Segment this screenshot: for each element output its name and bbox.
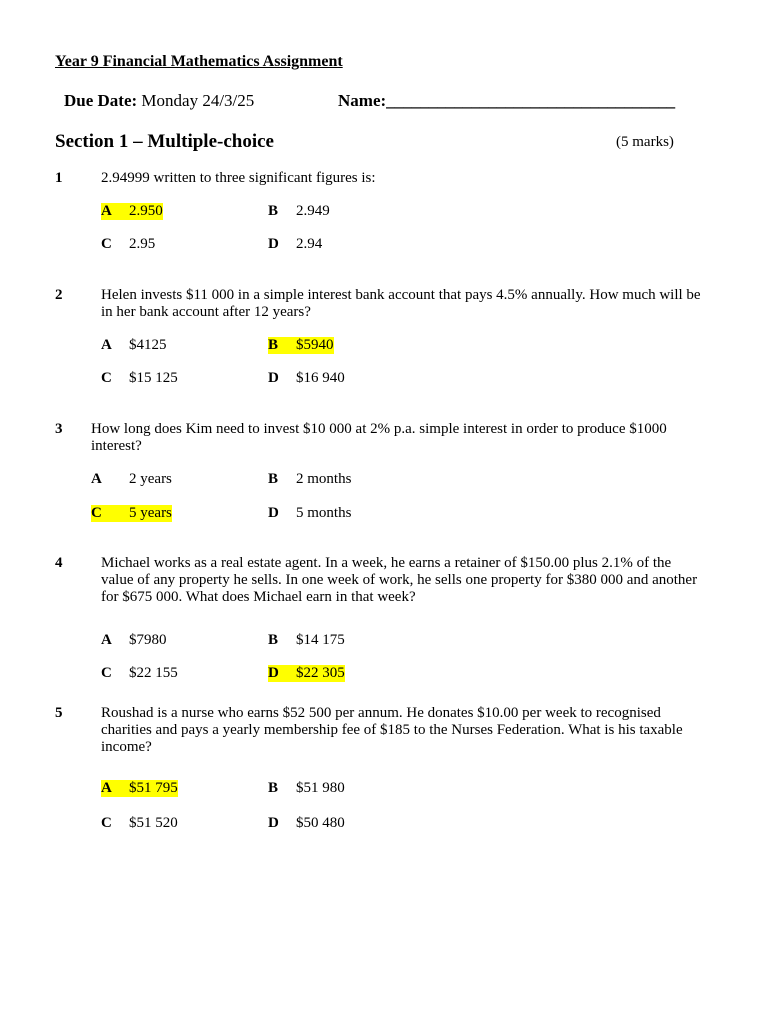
option-value: $5940	[296, 337, 334, 353]
option-letter: A	[101, 203, 129, 220]
option-letter: C	[91, 505, 129, 522]
question-number: 5	[55, 705, 63, 721]
option-d	[268, 815, 345, 832]
option-d	[268, 236, 322, 253]
option-b	[268, 337, 334, 354]
option-value: 2 years	[129, 471, 172, 487]
option-letter: C	[101, 815, 112, 831]
option-value: $16 940	[296, 370, 345, 386]
option-letter: D	[268, 236, 279, 252]
question-text: How long does Kim need to invest $10 000 at 2% p.a. simple interest in order to produce $1000 interest?	[91, 421, 667, 454]
due-date-label: Due Date:	[64, 91, 138, 110]
name-field: Name:__________________________________	[338, 91, 676, 110]
option-letter: B	[268, 632, 279, 648]
option-letter: C	[101, 236, 112, 252]
option-c	[91, 505, 172, 522]
option-letter: D	[268, 370, 279, 386]
section-title: Section 1 – Multiple-choice	[55, 131, 274, 152]
option-c	[101, 815, 178, 832]
option-value: $7980	[129, 632, 167, 648]
option-letter: B	[268, 337, 296, 354]
option-value: 2.95	[129, 236, 156, 252]
option-letter: A	[101, 780, 129, 797]
section-marks: (5 marks)	[616, 134, 674, 150]
option-value: $14 175	[296, 632, 345, 648]
question-text: Roushad is a nurse who earns $52 500 per annum. He donates $10.00 per week to recognised charities and pays a yearly membership fee of $185 to the Nurses Federation. What is his taxable income?	[101, 705, 683, 755]
option-value: 2.949	[296, 203, 330, 219]
option-letter: A	[101, 337, 112, 353]
option-a	[101, 203, 163, 220]
option-b	[268, 203, 330, 220]
due-date-value: Monday 24/3/25	[137, 91, 255, 110]
option-d	[268, 370, 345, 387]
option-letter: B	[268, 780, 279, 796]
question-number: 4	[55, 555, 63, 571]
option-letter: A	[91, 471, 102, 487]
option-letter: A	[101, 632, 112, 648]
option-value: 2 months	[296, 471, 352, 487]
option-value: $15 125	[129, 370, 178, 386]
option-a	[91, 471, 172, 488]
option-d	[268, 505, 351, 522]
option-a	[101, 632, 167, 649]
question-number: 1	[55, 170, 63, 186]
option-value: $22 305	[296, 665, 345, 681]
question-number: 3	[55, 421, 63, 437]
option-value: 5 months	[296, 505, 352, 521]
option-a	[101, 780, 178, 797]
option-c	[101, 370, 178, 387]
option-value: 5 years	[129, 505, 172, 521]
option-a	[101, 337, 167, 354]
option-letter: B	[268, 471, 279, 487]
due-date	[64, 91, 254, 111]
option-letter: C	[101, 665, 112, 681]
option-value: $4125	[129, 337, 167, 353]
assignment-title: Year 9 Financial Mathematics Assignment	[55, 53, 343, 70]
option-value: $51 795	[129, 780, 178, 796]
option-b	[268, 780, 345, 797]
option-letter: D	[268, 815, 279, 831]
option-b	[268, 471, 351, 488]
question-number: 2	[55, 287, 63, 303]
question-text: Helen invests $11 000 in a simple interest bank account that pays 4.5% annually. How much will be in her bank account after 12 years?	[101, 287, 701, 320]
option-value: 2.94	[296, 236, 323, 252]
option-value: $51 980	[296, 780, 345, 796]
option-letter: D	[268, 505, 279, 521]
option-c	[101, 236, 155, 253]
question-text: 2.94999 written to three significant figures is:	[101, 170, 376, 186]
option-c	[101, 665, 178, 682]
option-letter: B	[268, 203, 279, 219]
option-value: 2.950	[129, 203, 163, 219]
option-b	[268, 632, 345, 649]
question-text: Michael works as a real estate agent. In a week, he earns a retainer of $150.00 plus 2.1% of the value of any property he sells. In one week of work, he sells one property for $380 000 and another for $675 000. What does Michael earn in that week?	[101, 555, 698, 605]
option-d	[268, 665, 345, 682]
option-value: $51 520	[129, 815, 178, 831]
option-letter: D	[268, 665, 296, 682]
option-letter: C	[101, 370, 112, 386]
option-value: $50 480	[296, 815, 345, 831]
option-value: $22 155	[129, 665, 178, 681]
